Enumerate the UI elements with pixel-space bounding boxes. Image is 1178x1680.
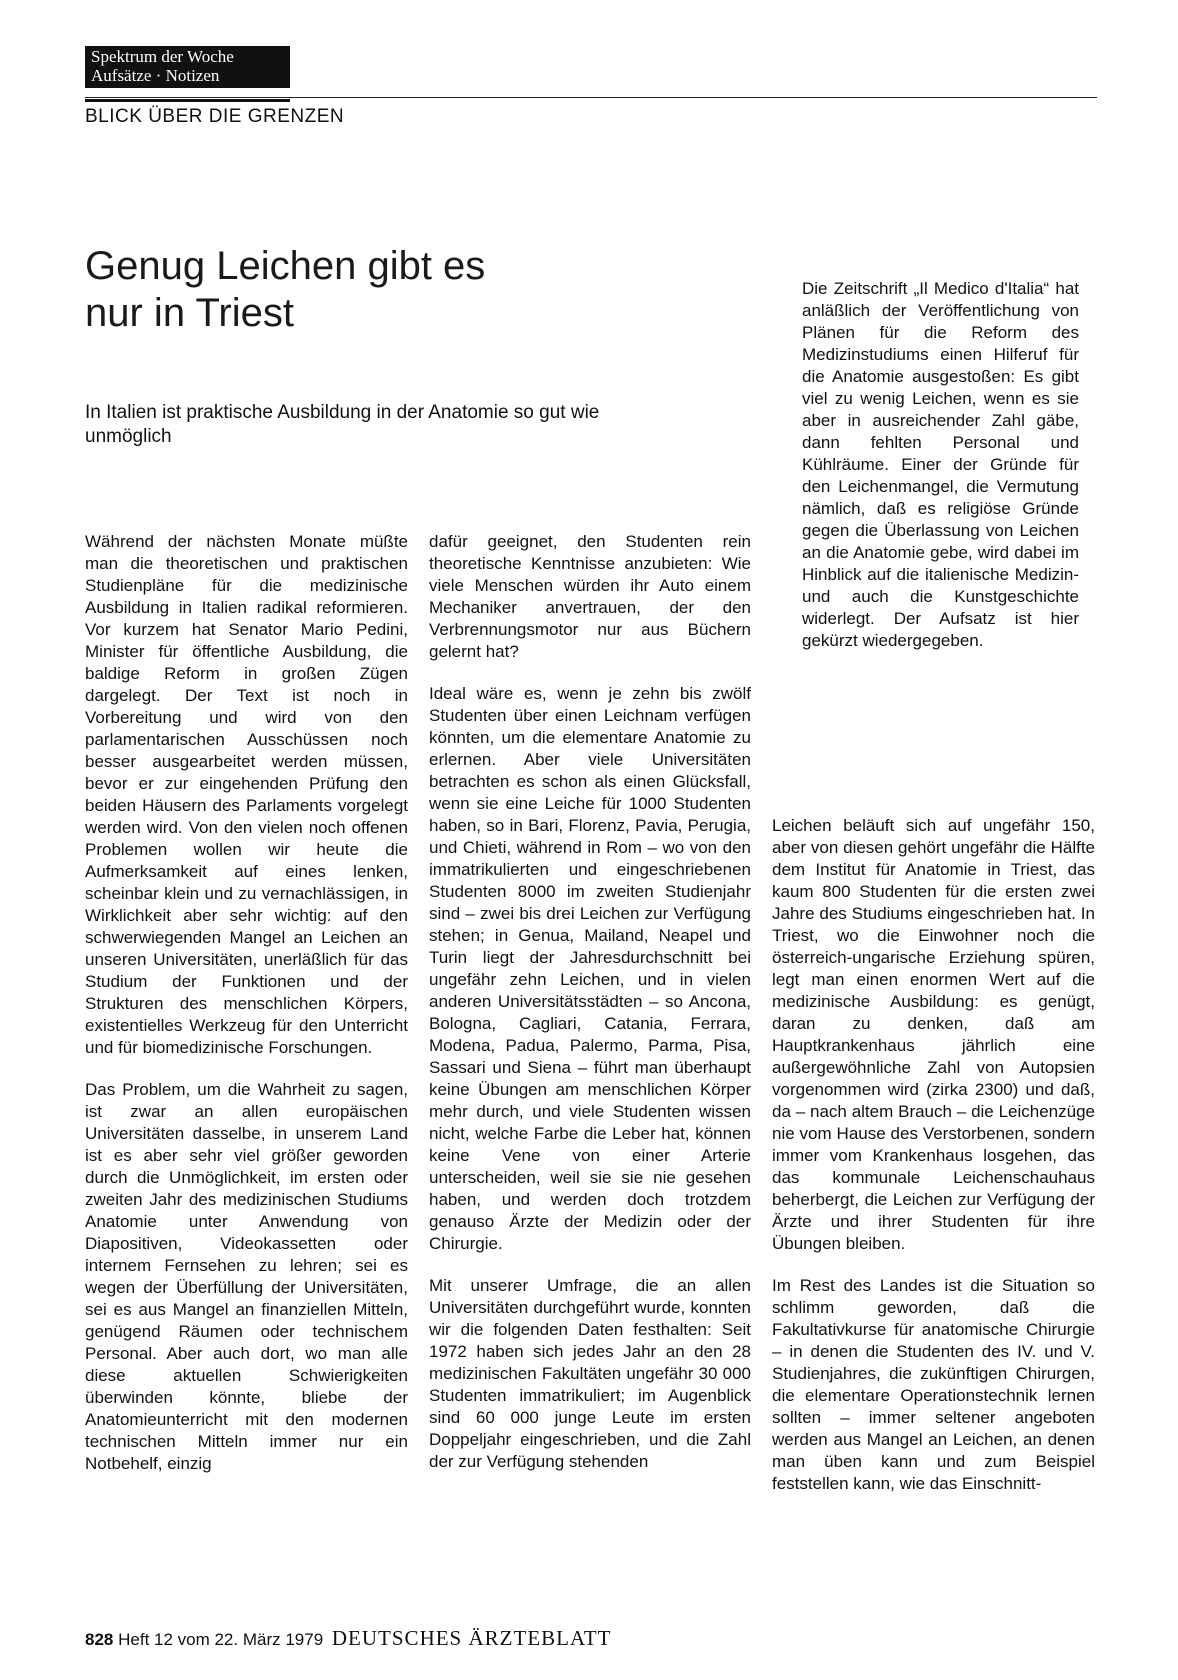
issue-info: Heft 12 vom 22. März 1979 <box>118 1630 324 1649</box>
intro-column <box>802 278 1079 652</box>
page-footer <box>85 1627 611 1651</box>
paragraph: Das Problem, um die Wahrheit zu sagen, ist zwar an allen europäischen Universitäten dasselbe, in unserem Land ist es aber sehr viel größer geworden durch die Unmöglichkeit, im ersten oder zweiten Jahr des medizinischen Studiums Anatomie unter Anwendung von Diapositiven, Videokassetten oder internem Fernsehen zu lehren; sei es wegen der Überfüllung der Universitäten, sei es aus Mangel an finanziellen Mitteln, genügend Räumen oder technischem Personal. Aber auch dort, wo man alle diese aktuellen Schwierigkeiten überwinden könnte, bliebe der Anatomieunterricht mit den modernen technischen Mitteln immer nur ein Notbehelf, einzig <box>85 1080 408 1473</box>
headline: Genug Leichen gibt es nur in Triest <box>85 244 486 335</box>
intro-paragraph: Die Zeitschrift „Il Medico d'Italia“ hat anläßlich der Veröffentlichung von Plänen für die Reform des Medizinstudiums einen Hilferuf für die Anatomie ausgestoßen: Es gibt viel zu wenig Leichen, wenn es sie aber in ausreichender Zahl gäbe, dann fehlten Personal und Kühlräume. Einer der Gründe für den Leichenmangel, die Vermutung nämlich, daß es religiöse Gründe gegen die Überlassung von Leichen an die Anatomie gebe, wird dabei im Hinblick auf die italienische Medizin- und auch die Kunstgeschichte widerlegt. Der Aufsatz ist hier gekürzt wiedergegeben. <box>802 279 1079 650</box>
section-label-line1: Spektrum der Woche <box>91 47 234 66</box>
deck: In Italien ist praktische Ausbildung in der Anatomie so gut wie unmöglich <box>85 402 600 447</box>
paragraph: Leichen beläuft sich auf ungefähr 150, aber von diesen gehört ungefähr die Hälfte dem Institut für Anatomie in Triest, das kaum 800 Studenten für die ersten zwei Jahre des Studiums eingeschrieben hat. In Triest, wo die Einwohner noch die österreich-ungarische Erziehung spüren, legt man einen enormen Wert auf die medizinische Ausbildung: es genügt, daran zu denken, daß am Hauptkrankenhaus jährlich eine außergewöhnliche Zahl von Autopsien vorgenommen wird (zirka 2300) und daß, da – nach altem Brauch – die Leichenzüge nie vom Hause des Verstorbenen, sondern immer vom Krankenhaus losgehen, das das kommunale Leichenschauhaus beherbergt, die Leichen zur Verfügung der Ärzte und ihrer Studenten für ihre Übungen bleiben. <box>772 816 1095 1253</box>
header-rule-accent <box>85 99 290 102</box>
section-label <box>85 46 290 88</box>
paragraph: dafür geeignet, den Studenten rein theoretische Kenntnisse anzubieten: Wie viele Menschen würden ihr Auto einem Mechaniker anvertrauen, der den Verbrennungsmotor nur aus Büchern gelernt hat? <box>429 532 751 661</box>
masthead: DEUTSCHES ÄRZTEBLATT <box>331 1626 612 1650</box>
column-2 <box>429 531 751 1473</box>
paragraph: Ideal wäre es, wenn je zehn bis zwölf Studenten über einen Leichnam verfügen könnten, um die elementare Anatomie zu erlernen. Aber viele Universitäten betrachten es schon als einen Glücksfall, wenn sie eine Leiche für 1000 Studenten haben, so in Bari, Florenz, Pavia, Perugia, und Chieti, während in Rom – wo von den immatrikulierten und eingeschriebenen Studenten 8000 im zweiten Studienjahr sind – zwei bis drei Leichen zur Verfügung stehen; in Genua, Mailand, Neapel und Turin liegt der Jahresdurchschnitt bei ungefähr zehn Leichen, und in vielen anderen Universitätsstädten – so Ancona, Bologna, Cagliari, Catania, Ferrara, Modena, Padua, Palermo, Parma, Pisa, Sassari und Siena – führt man überhaupt keine Übungen am menschlichen Körper mehr durch, und viele Studenten wissen nicht, welche Farbe die Leber hat, können keine Vene von einer Arterie unterscheiden, weil sie sie nie gesehen haben, und werden doch trotzdem genauso Ärzte der Medizin oder der Chirurgie. <box>429 684 751 1253</box>
section-label-line2: Aufsätze · Notizen <box>91 66 220 85</box>
column-3 <box>772 815 1095 1495</box>
paragraph: Mit unserer Umfrage, die an allen Universitäten durchgeführt wurde, konnten wir die folgenden Daten festhalten: Seit 1972 haben sich jedes Jahr an den 28 medizinischen Fakultäten ungefähr 30 000 Studenten immatrikuliert; im Augenblick sind 60 000 junge Leute im ersten Doppeljahr eingeschrieben, und die Zahl der zur Verfügung stehenden <box>429 1276 751 1471</box>
paragraph: Während der nächsten Monate müßte man die theoretischen und praktischen Studienpläne für die medizinische Ausbildung in Italien radikal reformieren. Vor kurzem hat Senator Mario Pedini, Minister für öffentliche Ausbildung, die baldige Reform in großen Zügen dargelegt. Der Text ist noch in Vorbereitung und wird von den parlamentarischen Ausschüssen noch besser ausgearbeitet werden müssen, bevor er zur eingehenden Prüfung den beiden Häusern des Parlaments vorgelegt werden wird. Von den vielen noch offenen Problemen wollen wir heute die Aufmerksamkeit auf eines lenken, scheinbar klein und zu vernachlässigen, in Wirklichkeit aber sehr wichtig: auf den schwerwiegenden Mangel an Leichen an unseren Universitäten, unerläßlich für das Studium der Funktionen und der Strukturen des menschlichen Körpers, existentielles Werkzeug für den Unterricht und für biomedizinische Forschungen. <box>85 532 408 1057</box>
paragraph: Im Rest des Landes ist die Situation so schlimm geworden, daß die Fakultativkurse für anatomische Chirurgie – in denen die Studenten des IV. und V. Studienjahres, die zukünftigen Chirurgen, die elementare Operationstechnik lernen sollten – immer seltener angeboten werden aus Mangel an Leichen, an denen man üben kann und zum Beispiel feststellen kann, wie das Einschnitt- <box>772 1276 1095 1493</box>
page-number: 828 <box>85 1630 114 1649</box>
column-1 <box>85 531 408 1475</box>
kicker: BLICK ÜBER DIE GRENZEN <box>85 106 345 127</box>
header-rule <box>85 97 1097 98</box>
